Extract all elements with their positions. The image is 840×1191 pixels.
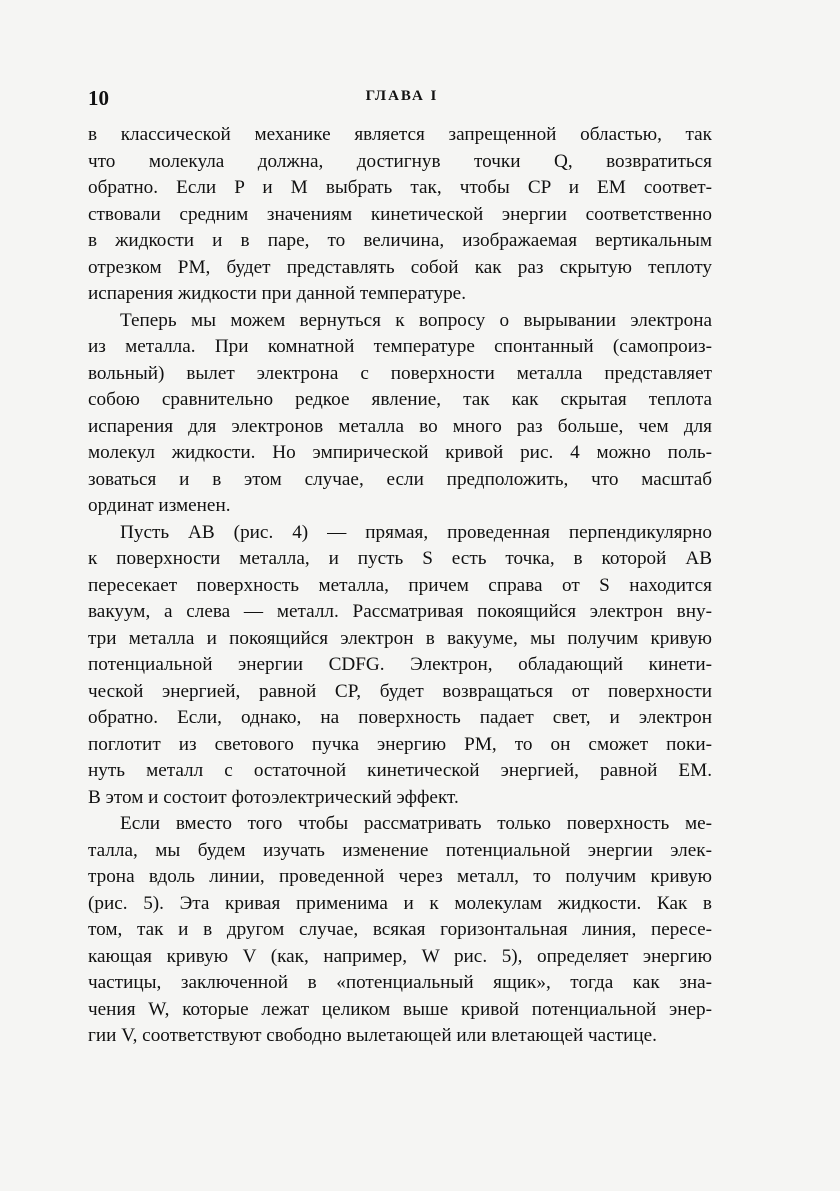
page-number: 10	[88, 86, 109, 110]
paragraph	[88, 520, 712, 812]
body-text	[88, 122, 712, 1050]
text-line: молекул жидкости. Но эмпирической кривой рис. 4 можно поль-	[88, 442, 712, 463]
text-line: кающая кривую V (как, например, W рис. 5), определяет энергию	[88, 945, 712, 967]
text-line: гии V, соответствуют свободно вылетающей или влетающей частице.	[88, 1025, 657, 1046]
text-line: ординат изменен.	[88, 495, 231, 516]
paragraph	[88, 308, 712, 520]
text-line: собою сравнительно редкое явление, так как скрытая теплота	[88, 389, 712, 410]
text-line: зоваться и в этом случае, если предположить, что масштаб	[88, 468, 712, 490]
paragraph	[88, 811, 712, 1050]
text-line: частицы, заключенной в «потенциальный ящик», тогда как зна-	[88, 972, 712, 993]
text-line: Если вместо того чтобы рассматривать только поверхность ме-	[120, 813, 712, 834]
text-line: к поверхности металла, и пусть S есть точка, в которой AB	[88, 548, 712, 569]
text-line: пересекает поверхность металла, причем справа от S находится	[88, 574, 712, 596]
text-line: вольный) вылет электрона с поверхности металла представляет	[88, 362, 712, 384]
text-line: из металла. При комнатной температуре спонтанный (самопроиз-	[88, 336, 712, 357]
running-head: ГЛАВА I	[365, 88, 439, 104]
text-line: поглотит из светового пучка энергию PM, то он сможет поки-	[88, 733, 712, 755]
text-line: чения W, которые лежат целиком выше кривой потенциальной энер-	[88, 998, 712, 1020]
text-line: в классической механике является запрещенной областью, так	[88, 124, 712, 145]
text-line: ческой энергией, равной CP, будет возвращаться от поверхности	[88, 680, 712, 702]
text-line: том, так и в другом случае, всякая горизонтальная линия, пересе-	[88, 919, 712, 940]
text-line: испарения жидкости при данной температуре.	[88, 283, 466, 304]
text-line: (рис. 5). Эта кривая применима и к молекулам жидкости. Как в	[88, 892, 712, 914]
text-line: что молекула должна, достигнув точки Q, возвратиться	[88, 150, 712, 172]
page-header	[88, 86, 716, 112]
text-line: нуть металл с остаточной кинетической энергией, равной EM.	[88, 760, 712, 781]
text-line: обратно. Если P и M выбрать так, чтобы CP и EM соответ-	[88, 177, 712, 198]
text-line: в жидкости и в паре, то величина, изображаемая вертикальным	[88, 230, 712, 251]
text-line: отрезком PM, будет представлять собой как раз скрытую теплоту	[88, 256, 712, 278]
text-line: вакуум, а слева — металл. Рассматривая покоящийся электрон вну-	[88, 601, 712, 622]
paragraph	[88, 122, 712, 308]
text-line: Теперь мы можем вернуться к вопросу о вырывании электрона	[120, 309, 712, 331]
text-line: В этом и состоит фотоэлектрический эффект.	[88, 786, 459, 808]
text-line: потенциальной энергии CDFG. Электрон, обладающий кинети-	[88, 654, 712, 675]
text-line: три металла и покоящийся электрон в вакууме, мы получим кривую	[88, 627, 712, 649]
text-line: обратно. Если, однако, на поверхность падает свет, и электрон	[88, 707, 712, 728]
text-line: испарения для электронов металла во много раз больше, чем для	[88, 415, 712, 437]
text-line: Пусть AB (рис. 4) — прямая, проведенная перпендикулярно	[120, 521, 712, 543]
text-line: трона вдоль линии, проведенной через металл, то получим кривую	[88, 866, 712, 887]
text-line: ствовали средним значениям кинетической энергии соответственно	[88, 203, 712, 225]
text-line: талла, мы будем изучать изменение потенциальной энергии элек-	[88, 839, 712, 861]
